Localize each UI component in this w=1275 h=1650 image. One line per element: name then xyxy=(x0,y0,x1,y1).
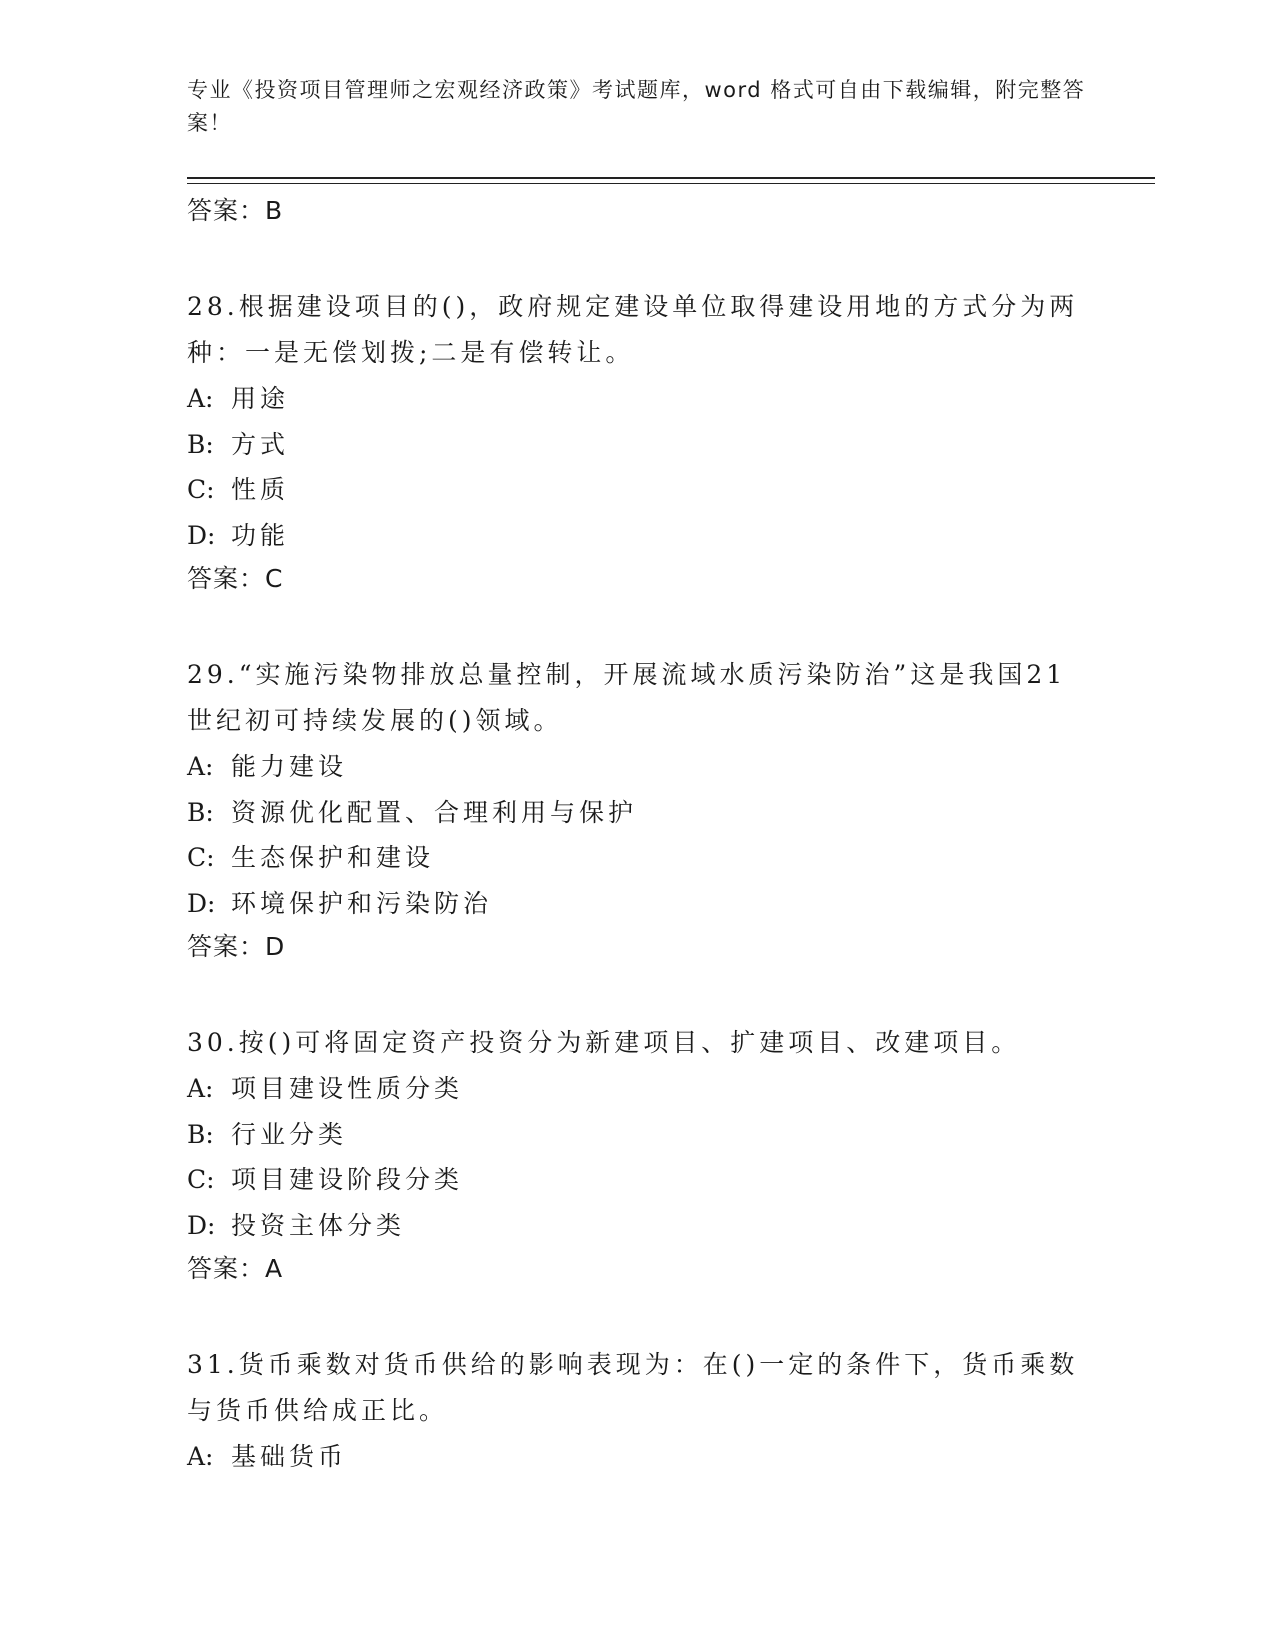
option-c xyxy=(187,1157,1087,1203)
option-text: 资源优化配置、合理利用与保护 xyxy=(231,797,638,827)
option-a xyxy=(187,744,1087,790)
option-a xyxy=(187,1066,1087,1112)
question-31 xyxy=(187,1342,1087,1480)
question-30 xyxy=(187,1020,1087,1290)
answer-label: 答案： xyxy=(187,1254,266,1283)
answer-line xyxy=(187,1248,1087,1290)
option-key: A: xyxy=(187,1442,214,1471)
question-29 xyxy=(187,652,1087,968)
answer-value: B xyxy=(265,196,284,225)
option-key: B: xyxy=(187,429,214,459)
header-divider xyxy=(187,177,1155,179)
option-text: 基础货币 xyxy=(231,1442,348,1471)
option-d xyxy=(187,513,1087,559)
question-text: 30.按()可将固定资产投资分为新建项目、扩建项目、改建项目。 xyxy=(187,1028,1021,1057)
option-key: C: xyxy=(187,475,215,504)
option-key: C: xyxy=(187,843,215,872)
option-d xyxy=(187,1203,1087,1249)
option-a xyxy=(187,376,1087,422)
answer-value: A xyxy=(265,1254,284,1283)
answer-line xyxy=(187,190,1087,232)
answer-label: 答案： xyxy=(187,564,266,593)
option-c xyxy=(187,835,1087,881)
option-b xyxy=(187,790,1087,836)
option-text: 功能 xyxy=(231,520,290,550)
option-key: D: xyxy=(187,1210,216,1240)
option-key: B: xyxy=(187,797,214,827)
option-key: D: xyxy=(187,520,216,550)
option-text: 生态保护和建设 xyxy=(231,843,435,872)
answer-value: C xyxy=(265,564,284,593)
option-text: 方式 xyxy=(231,429,290,459)
question-text: 29.“实施污染物排放总量控制，开展流域水质污染防治”这是我国21世纪初可持续发展的()领域。 xyxy=(187,660,1067,735)
question-text: 31.货币乘数对货币供给的影响表现为：在()一定的条件下，货币乘数与货币供给成正比。 xyxy=(187,1350,1079,1425)
option-key: A: xyxy=(187,1074,214,1103)
question-list xyxy=(187,190,1087,1480)
option-key: B: xyxy=(187,1119,214,1149)
answer-label: 答案： xyxy=(187,196,266,225)
option-text: 项目建设性质分类 xyxy=(231,1074,464,1103)
answer-line xyxy=(187,558,1087,600)
option-key: C: xyxy=(187,1165,215,1194)
option-text: 性质 xyxy=(231,475,290,504)
option-key: D: xyxy=(187,888,216,918)
option-text: 能力建设 xyxy=(231,752,348,781)
option-d xyxy=(187,881,1087,927)
option-b xyxy=(187,422,1087,468)
option-key: A: xyxy=(187,384,214,413)
option-key: A: xyxy=(187,752,214,781)
option-b xyxy=(187,1112,1087,1158)
option-text: 用途 xyxy=(231,384,290,413)
answer-label: 答案： xyxy=(187,932,266,961)
question-28 xyxy=(187,284,1087,600)
header-divider-thin xyxy=(187,183,1155,184)
header-text: 专业《投资项目管理师之宏观经济政策》考试题库，word 格式可自由下载编辑，附完整答案！ xyxy=(187,78,1086,135)
question-text: 28.根据建设项目的()，政府规定建设单位取得建设用地的方式分为两种：一是无偿划拨;二是有偿转让。 xyxy=(187,292,1079,367)
document-header xyxy=(187,74,1087,140)
option-text: 投资主体分类 xyxy=(231,1210,406,1240)
answer-line xyxy=(187,926,1087,968)
option-c xyxy=(187,467,1087,513)
option-text: 行业分类 xyxy=(231,1119,348,1149)
option-a xyxy=(187,1434,1087,1480)
answer-value: D xyxy=(265,932,286,961)
option-text: 环境保护和污染防治 xyxy=(231,888,493,918)
option-text: 项目建设阶段分类 xyxy=(231,1165,464,1194)
